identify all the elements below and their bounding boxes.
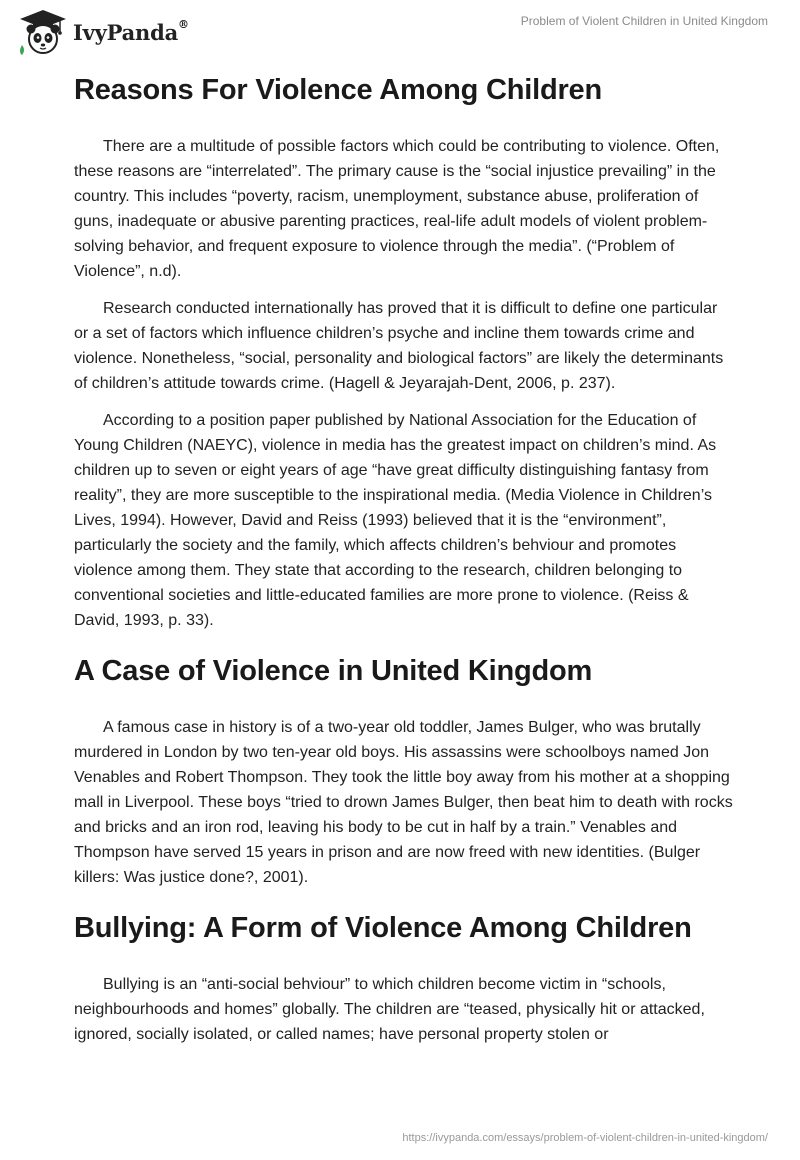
section-heading-case-uk: A Case of Violence in United Kingdom [74,655,593,687]
article-body [74,72,734,1047]
ivypanda-logo[interactable] [16,8,189,56]
section-heading-bullying: Bullying: A Form of Violence Among Children [74,912,692,944]
panda-graduate-icon [16,8,70,56]
paragraph: Bullying is an “anti-social behviour” to which children become victim in “schools, neighbourhoods and homes” globally. The children are “teased, physically hit or attacked, ignored, socially isolated, or called names; have personal property stolen or [74,976,705,1043]
page-header [0,0,800,64]
paragraph: Research conducted internationally has proved that it is difficult to define one particular or a set of factors which influence children’s psyche and incline them towards crime and violence. Nonetheless, “social, personality and biological factors” are likely the determinants of children’s attitude towards crime. (Hagell & Jeyarajah-Dent, 2006, p. 237). [74,300,724,392]
document-title: Problem of Violent Children in United Kingdom [520,14,768,28]
section-heading-reasons: Reasons For Violence Among Children [74,74,602,106]
paragraph: A famous case in history is of a two-year old toddler, James Bulger, who was brutally murdered in London by two ten-year old boys. His assassins were schoolboys named Jon Venables and Robert Thompson. They took the little boy away from his mother at a shopping mall in Liverpool. These boys “tried to drown James Bulger, then beat him to death with rocks and bricks and an iron rod, leaving his body to be cut in half by a train.” Venables and Thompson have served 15 years in prison and are now freed with new identities. (Bulger killers: Was justice done?, 2001). [74,719,733,886]
brand-name: IvyPanda® [73,17,189,45]
paragraph: According to a position paper published by National Association for the Education of Young Children (NAEYC), violence in media has the greatest impact on children’s mind. As children up to seven or eight years of age “have great difficulty distinguishing fantasy from reality”, they are more susceptible to the inspirational media. (Media Violence in Children’s Lives, 1994). However, David and Reiss (1993) believed that it is the “environment”, particularly the society and the family, which affects children’s behviour and promotes violence among them. They state that according to the research, children belonging to conventional societies and little-educated families are more prone to violence. (Reiss & David, 1993, p. 33). [74,412,717,629]
paragraph: There are a multitude of possible factors which could be contributing to violence. Often, these reasons are “interrelated”. The primary cause is the “social injustice prevailing” in the country. This includes “poverty, racism, unemployment, substance abuse, proliferation of guns, inadequate or abusive parenting practices, real-life adult models of violent problem-solving behavior, and frequent exposure to violence through the media”. (“Problem of Violence”, n.d). [74,138,720,280]
source-url[interactable]: https://ivypanda.com/essays/problem-of-violent-children-in-united-kingdom/ [402,1132,768,1144]
